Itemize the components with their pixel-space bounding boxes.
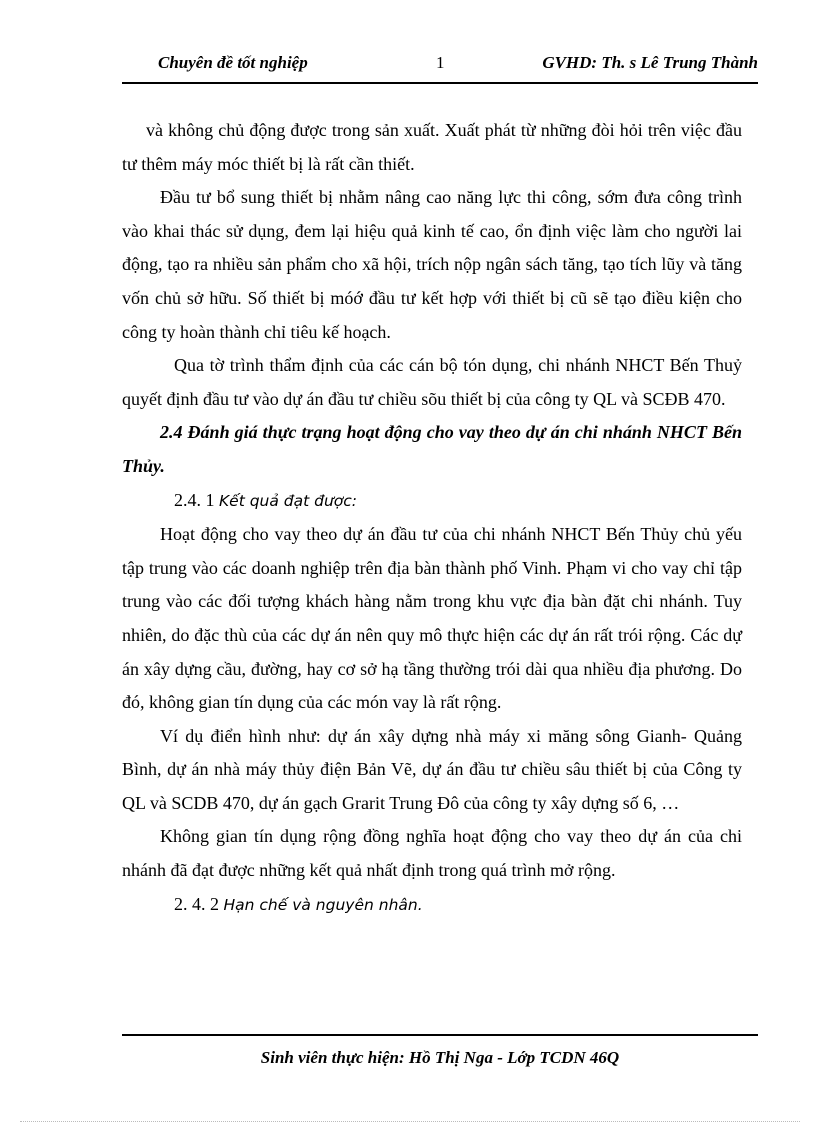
paragraph: Ví dụ điển hình như: dự án xây dựng nhà máy xi măng sông Gianh- Quảng Bình, dự án nhà máy thủy điện Bản Vẽ, dự án đầu tư chiều sâu thiết bị của Công ty QL và SCDB 470, dự án gạch Grarit Trung Đô của công ty xây dựng số 6, … bbox=[122, 725, 742, 813]
paragraph: Hoạt động cho vay theo dự án đầu tư của chi nhánh NHCT Bến Thủy chủ yếu tập trung vào các doanh nghiệp trên địa bàn thành phố Vinh. Phạm vi cho vay chỉ tập trung vào các đối tượng khách hàng nằm trong khu vực địa bàn đặt chi nhánh. Tuy nhiên, do đặc thù của các dự án nên quy mô thực hiện các dự án rất trói rộng. Các dự án xây dựng cầu, đường, hay cơ sở hạ tầng thường trói dài qua nhiều địa phương. Do đó, không gian tín dụng của các món vay là rất rộng. bbox=[122, 524, 742, 713]
paragraph: Không gian tín dụng rộng đồng nghĩa hoạt động cho vay theo dự án của chi nhánh đã đạt được những kết quả nhất định trong quá trình mở rộng. bbox=[122, 826, 742, 881]
subsection-title: Hạn chế và nguyên nhân. bbox=[223, 895, 423, 914]
subsection-title: Kết quả đạt được: bbox=[219, 491, 358, 510]
section-heading: 2.4 Đánh giá thực trạng hoạt động cho vay theo dự án chi nhánh NHCT Bến Thủy. bbox=[122, 422, 742, 476]
paragraph: Qua tờ trình thẩm định của các cán bộ tón dụng, chi nhánh NHCT Bến Thuỷ quyết định đầu tư vào dự án đầu tư chiều sõu thiết bị của công ty QL và SCĐB 470. bbox=[122, 355, 742, 409]
subsection-heading bbox=[122, 484, 742, 519]
page-footer: Sinh viên thực hiện: Hồ Thị Nga - Lớp TCDN 46Q bbox=[260, 1048, 620, 1067]
document-body bbox=[122, 114, 742, 922]
footer-divider bbox=[122, 1034, 758, 1036]
paragraph: Đầu tư bổ sung thiết bị nhằm nâng cao năng lực thi công, sớm đưa công trình vào khai thác sử dụng, đem lại hiệu quả kinh tế cao, ổn định việc làm cho người lai động, tạo ra nhiều sản phẩm cho xã hội, trích nộp ngân sách tăng, tạo tích lũy và tăng vốn chủ sở hữu. Số thiết bị móớ đầu tư kết hợp với thiết bị cũ sẽ tạo điều kiện cho công ty hoàn thành chỉ tiêu kế hoạch. bbox=[122, 187, 742, 342]
subsection-number: 2. 4. 2 bbox=[174, 893, 224, 914]
page-number: 1 bbox=[436, 53, 445, 72]
header-advisor: GVHD: Th. s Lê Trung Thành bbox=[542, 53, 758, 72]
header-title: Chuyên đề tốt nghiệp bbox=[158, 53, 308, 72]
page-edge bbox=[20, 1121, 800, 1122]
subsection-number: 2.4. 1 bbox=[174, 489, 219, 510]
subsection-heading bbox=[122, 888, 742, 923]
paragraph: và không chủ động được trong sản xuất. Xuất phát từ những đòi hỏi trên việc đầu tư thêm máy móc thiết bị là rất cần thiết. bbox=[122, 120, 742, 174]
page-header bbox=[122, 50, 758, 84]
